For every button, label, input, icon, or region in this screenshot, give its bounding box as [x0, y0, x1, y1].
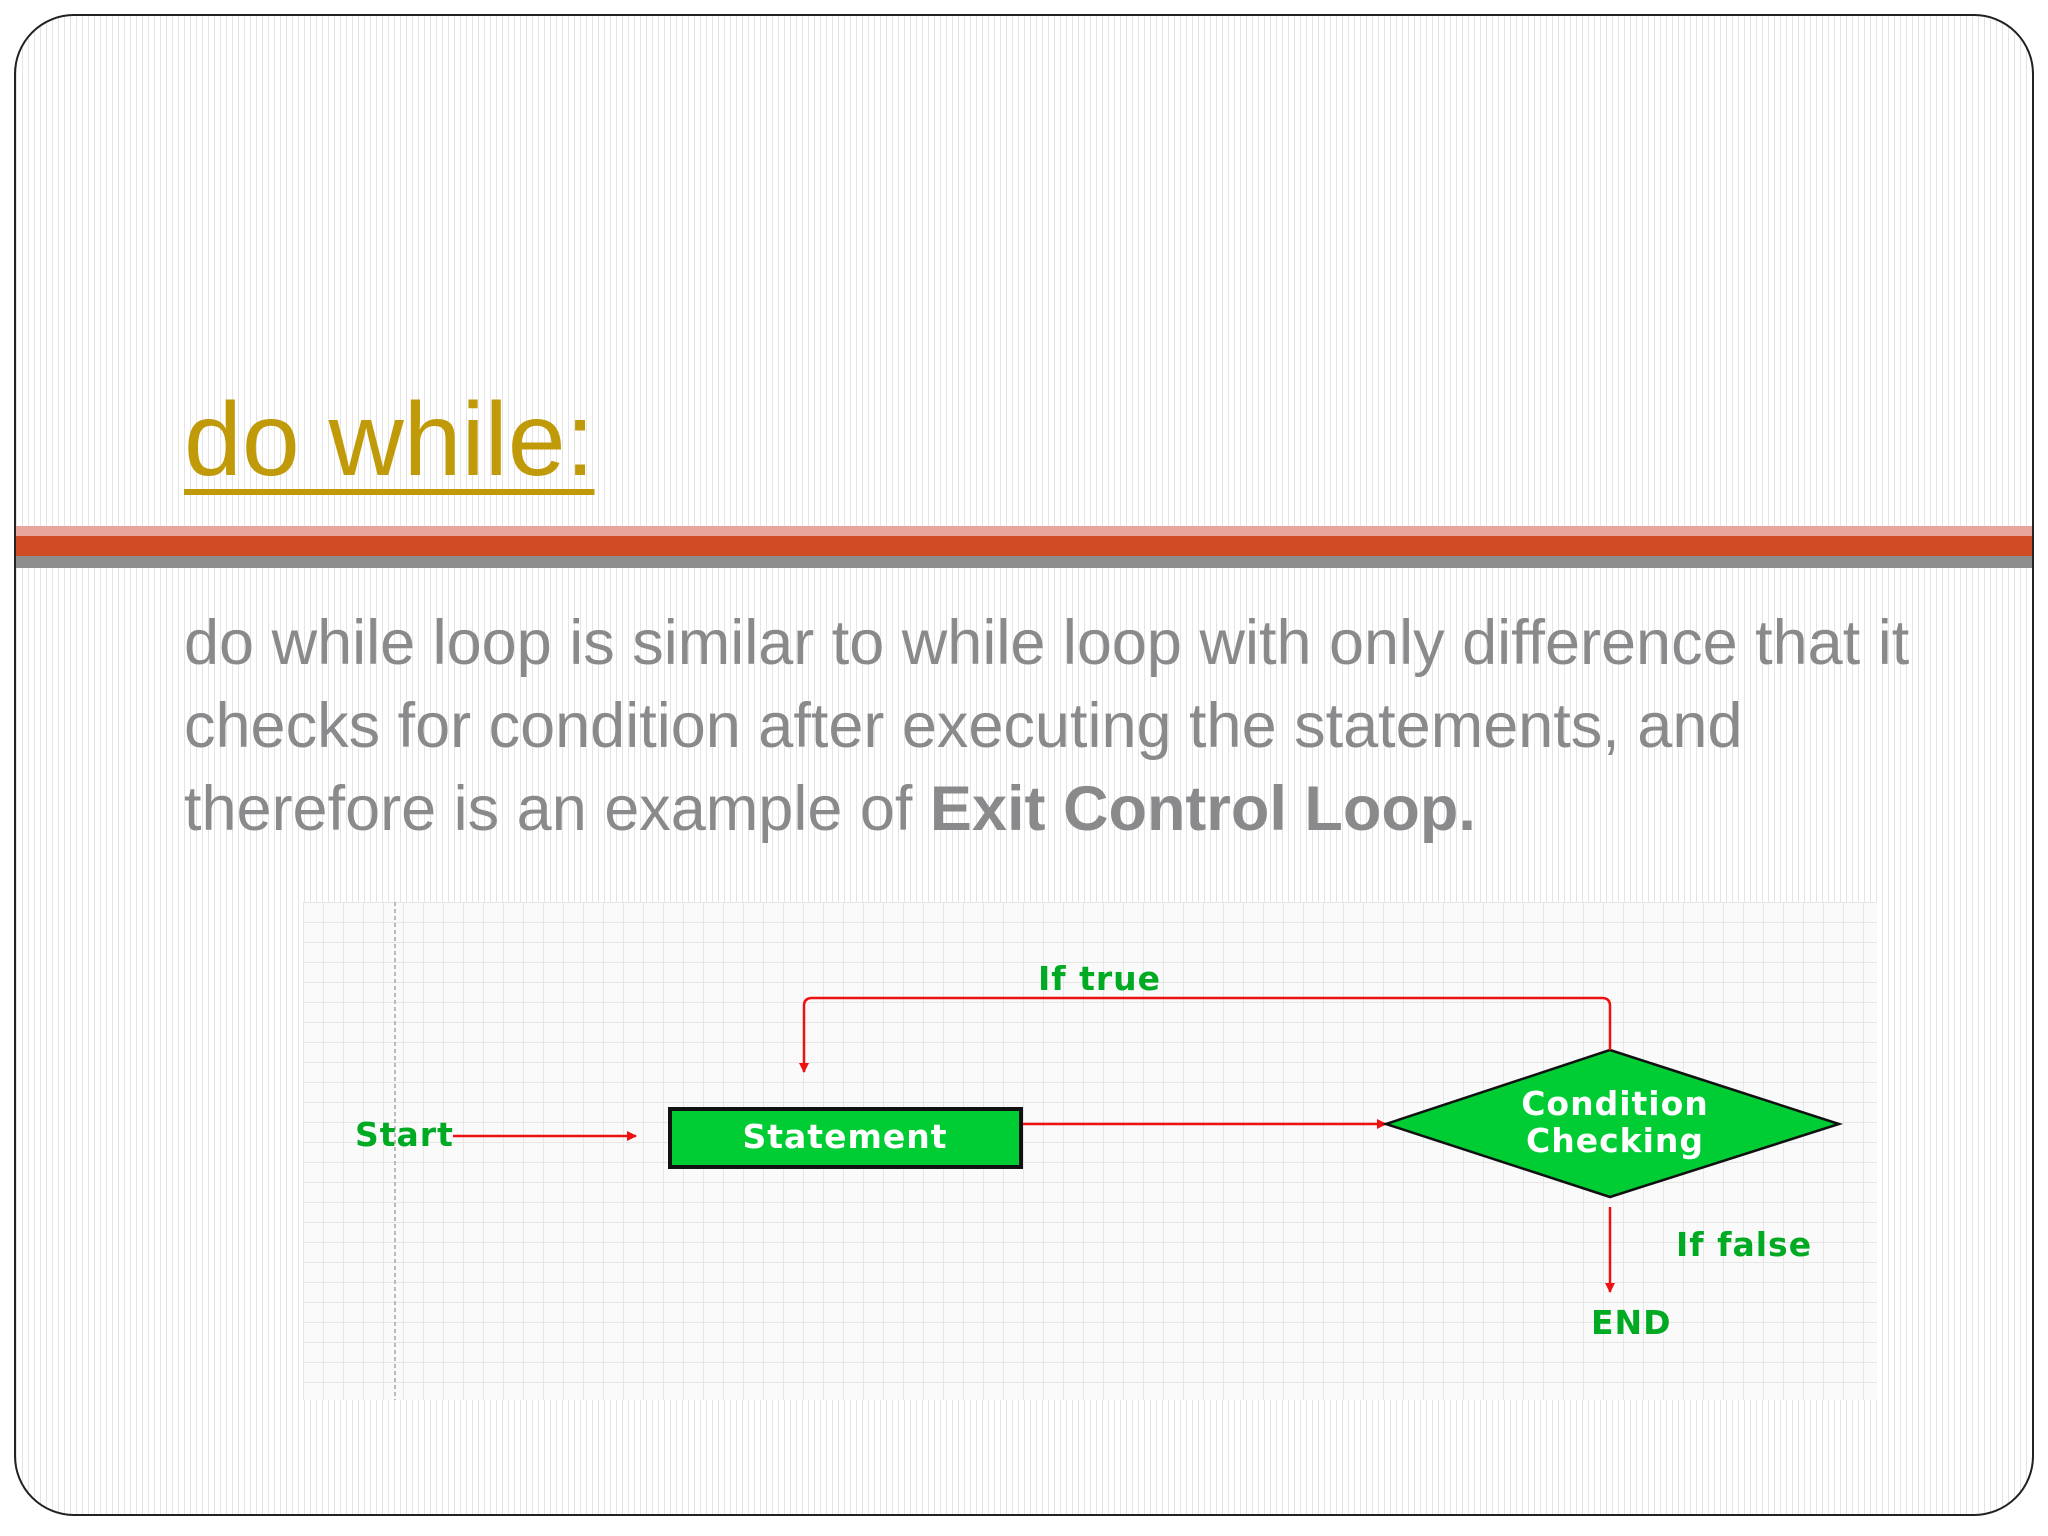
title-divider-band: [16, 536, 2032, 556]
statement-label: Statement: [742, 1117, 948, 1156]
if-true-label: If true: [1038, 959, 1162, 998]
slide: [14, 14, 2034, 1516]
if-false-label: If false: [1676, 1225, 1813, 1264]
loop-back-arrow: [804, 998, 1610, 1072]
body-text: do while loop is similar to while loop with only difference that it checks for condition after executing the statements, and therefore is an example of: [184, 608, 1910, 844]
start-label: Start: [355, 1115, 454, 1154]
condition-label-line1: Condition: [1521, 1084, 1709, 1123]
flowchart-canvas: [303, 902, 1877, 1400]
slide-title: do while:: [184, 382, 595, 498]
flowchart-diagram: [303, 902, 1877, 1400]
body-paragraph: [184, 602, 1924, 908]
title-divider-highlight: [16, 526, 2032, 536]
body-text-emphasis: Exit Control Loop.: [929, 774, 1476, 844]
title-divider-shadow: [16, 556, 2032, 568]
end-label: END: [1591, 1303, 1672, 1342]
condition-label-line2: Checking: [1525, 1121, 1705, 1160]
